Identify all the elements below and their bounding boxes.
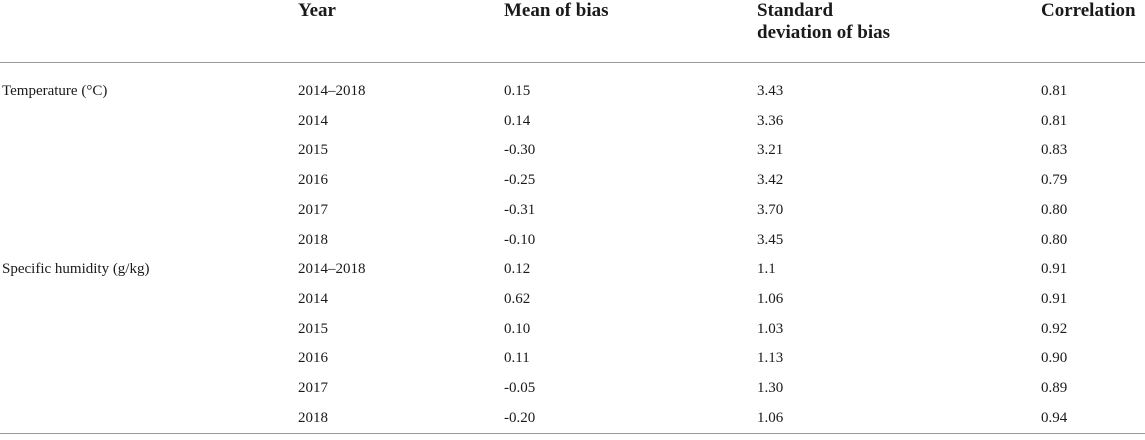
- cell-variable: Specific humidity (g/kg): [2, 261, 150, 278]
- cell-year: 2017: [298, 201, 328, 218]
- cell-mean-of-bias: -0.10: [504, 231, 536, 248]
- cell-mean-of-bias: 0.12: [504, 261, 531, 278]
- cell-std-of-bias: 1.1: [757, 261, 776, 278]
- table-row: [0, 196, 1145, 226]
- header-std-label-line2: deviation of bias: [757, 22, 891, 43]
- cell-mean-of-bias: -0.30: [504, 142, 536, 159]
- cell-std-of-bias: 1.03: [757, 320, 784, 337]
- cell-year: 2018: [298, 231, 328, 248]
- table-row: [0, 374, 1145, 404]
- table-row: [0, 404, 1145, 434]
- cell-year: 2014: [298, 112, 328, 129]
- cell-variable: [0, 107, 298, 137]
- cell-mean-of-bias: 0.15: [504, 83, 531, 99]
- cell-std-of-bias: 1.13: [757, 350, 784, 367]
- cell-variable: [0, 226, 298, 256]
- cell-year: 2015: [298, 142, 328, 159]
- table-row: [0, 107, 1145, 137]
- cell-correlation: 0.79: [1041, 172, 1068, 189]
- cell-correlation: 0.80: [1041, 201, 1068, 218]
- cell-correlation: 0.94: [1041, 404, 1145, 434]
- cell-mean-of-bias: 0.62: [504, 290, 531, 307]
- cell-correlation: 0.81: [1041, 83, 1068, 99]
- cell-std-of-bias: 1.06: [757, 404, 1041, 434]
- cell-mean-of-bias: 0.14: [504, 112, 531, 129]
- cell-correlation: 0.91: [1041, 290, 1068, 307]
- cell-year: 2018: [298, 404, 504, 434]
- cell-std-of-bias: 3.21: [757, 142, 784, 159]
- cell-correlation: 0.92: [1041, 320, 1068, 337]
- table-row: [0, 315, 1145, 345]
- cell-mean-of-bias: 0.10: [504, 320, 531, 337]
- table-row: [0, 226, 1145, 256]
- header-year-label: Year: [298, 0, 336, 21]
- cell-year: 2015: [298, 320, 328, 337]
- header-row: [0, 0, 1145, 63]
- cell-year: 2017: [298, 380, 328, 397]
- cell-std-of-bias: 3.43: [757, 83, 784, 99]
- table-row: [0, 344, 1145, 374]
- table-header: [0, 0, 1145, 63]
- cell-mean-of-bias: -0.31: [504, 201, 536, 218]
- table-row: [0, 255, 1145, 285]
- header-variable: [0, 0, 298, 63]
- cell-variable: [0, 136, 298, 166]
- cell-correlation: 0.83: [1041, 142, 1068, 159]
- header-mean-of-bias: [504, 0, 757, 63]
- cell-std-of-bias: 1.30: [757, 380, 784, 397]
- header-std-of-bias: [757, 0, 1041, 63]
- cell-year: 2014–2018: [298, 261, 366, 278]
- header-std-label-line1: Standard: [757, 0, 834, 21]
- cell-year: 2016: [298, 350, 328, 367]
- cell-std-of-bias: 3.45: [757, 231, 784, 248]
- cell-variable: [0, 285, 298, 315]
- table-body: [0, 63, 1145, 434]
- cell-mean-of-bias: 0.11: [504, 350, 530, 367]
- table-row: [0, 285, 1145, 315]
- table-row: [0, 63, 1145, 107]
- header-year: [298, 0, 504, 63]
- cell-std-of-bias: 3.36: [757, 112, 784, 129]
- header-correlation-label: Correlation: [1041, 0, 1136, 21]
- cell-variable: [0, 166, 298, 196]
- header-correlation: [1041, 0, 1145, 63]
- cell-correlation: 0.81: [1041, 112, 1068, 129]
- cell-mean-of-bias: -0.25: [504, 172, 536, 189]
- cell-variable: [0, 344, 298, 374]
- cell-correlation: 0.89: [1041, 380, 1068, 397]
- cell-year: 2016: [298, 172, 328, 189]
- header-mean-label: Mean of bias: [504, 0, 609, 21]
- cell-mean-of-bias: -0.20: [504, 404, 757, 434]
- cell-mean-of-bias: -0.05: [504, 380, 536, 397]
- cell-year: 2014–2018: [298, 83, 366, 99]
- cell-correlation: 0.90: [1041, 350, 1068, 367]
- cell-variable: [0, 196, 298, 226]
- cell-std-of-bias: 3.42: [757, 172, 784, 189]
- cell-correlation: 0.91: [1041, 261, 1068, 278]
- cell-std-of-bias: 3.70: [757, 201, 784, 218]
- cell-variable: [0, 374, 298, 404]
- cell-correlation: 0.80: [1041, 231, 1068, 248]
- cell-std-of-bias: 1.06: [757, 290, 784, 307]
- table-row: [0, 166, 1145, 196]
- cell-variable: [0, 315, 298, 345]
- cell-variable: [0, 404, 298, 434]
- table-row: [0, 136, 1145, 166]
- cell-variable: Temperature (°C): [2, 83, 108, 99]
- cell-year: 2014: [298, 290, 328, 307]
